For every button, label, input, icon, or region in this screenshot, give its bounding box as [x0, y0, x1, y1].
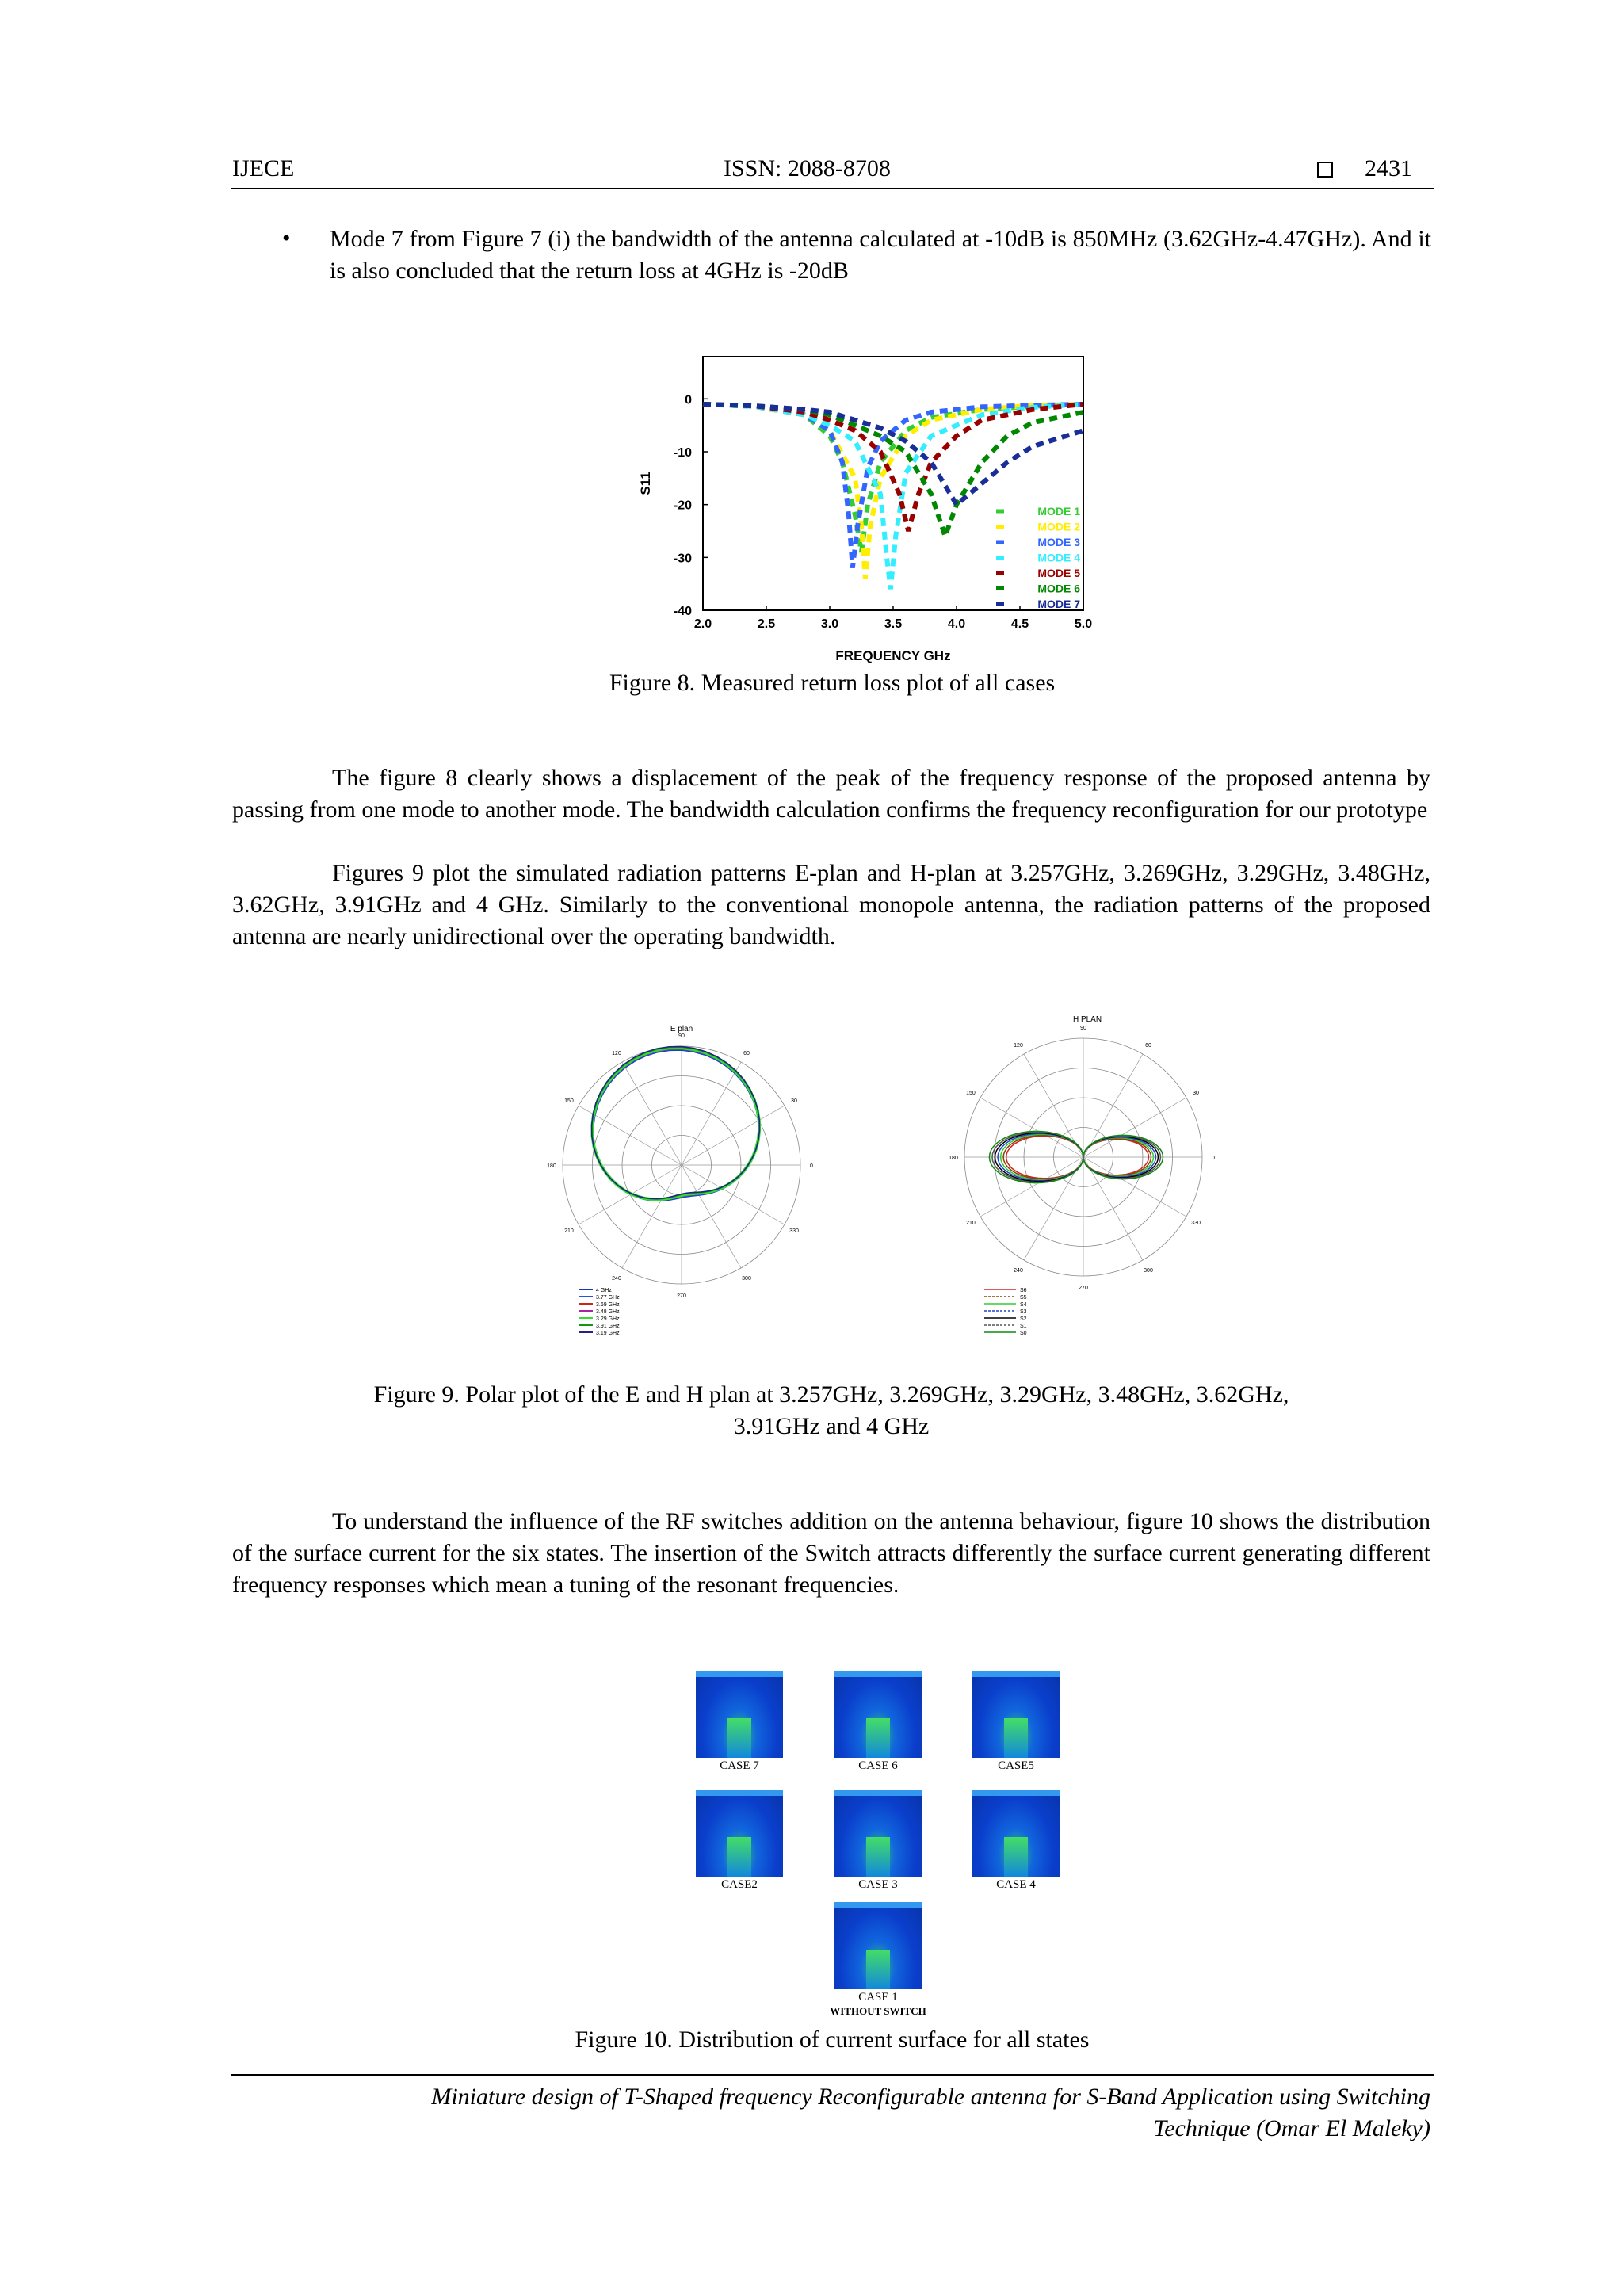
polar-spoke: [1083, 1098, 1186, 1157]
journal-name: IJECE: [232, 155, 295, 181]
e-legend-label: 3.69 GHz: [596, 1302, 620, 1308]
polar-angle-label: 330: [789, 1228, 799, 1234]
page-number: 2431: [1365, 155, 1412, 181]
figure9-caption-line2: 3.91GHz and 4 GHz: [733, 1413, 930, 1439]
bullet-text: Mode 7 from Figure 7 (i) the bandwidth of the antenna calculated at -10dB is 850MHz (3.62GHz-4.47GHz). And it is also concluded that the return loss at 4GHz is -20dB: [330, 226, 1431, 284]
case-label: CASE 7: [720, 1759, 759, 1772]
paragraph-3: To understand the influence of the RF switches addition on the antenna behaviour, figure 10 shows the distribution of the surface current for the six states. The insertion of the Switch attracts differently the surface current generating different frequency responses which mean a tuning of the resonant frequencies.: [232, 1508, 1430, 1598]
polar-angle-label: 210: [966, 1221, 976, 1226]
polar-angle-label: 90: [1080, 1026, 1086, 1031]
return-loss-chart: [618, 349, 1109, 670]
e-legend-label: 4 GHz: [596, 1288, 612, 1293]
x-tick-label: 4.5: [1010, 617, 1029, 631]
footer-rule: [231, 2074, 1434, 2076]
y-tick-label: -30: [673, 552, 692, 566]
polar-spoke: [622, 1062, 682, 1165]
polar-angle-label: 90: [678, 1033, 685, 1039]
h-legend-label: S2: [1020, 1316, 1027, 1322]
polar-angle-label: 120: [1014, 1042, 1023, 1049]
polar-angle-label: 300: [1144, 1268, 1153, 1274]
polar-angle-label: 150: [564, 1098, 574, 1104]
e-legend-label: 3.19 GHz: [596, 1331, 620, 1336]
current-plot-case4: [972, 1790, 1060, 1877]
case-label: CASE 6: [858, 1759, 898, 1772]
h-legend-label: S0: [1020, 1331, 1027, 1336]
polar-angle-label: 300: [742, 1276, 751, 1282]
polar-angle-label: 30: [1193, 1091, 1199, 1096]
page-number-box: [1317, 155, 1412, 182]
polar-spoke: [682, 1106, 785, 1165]
case-label: CASE 3: [858, 1878, 898, 1891]
e-legend-label: 3.91 GHz: [596, 1324, 620, 1329]
polar-angle-label: 240: [1014, 1268, 1023, 1274]
current-plot-case7: [696, 1671, 783, 1758]
footer-line1: Miniature design of T-Shaped frequency Reconfigurable antenna for S-Band Application using Switching: [431, 2084, 1430, 2110]
polar-angle-label: 180: [949, 1156, 958, 1161]
legend-label: MODE 3: [1037, 536, 1080, 548]
x-axis-label: FREQUENCY GHz: [835, 648, 951, 663]
e-plan-pattern: [592, 1047, 760, 1199]
x-tick-label: 3.0: [820, 617, 839, 631]
h-legend-label: S4: [1020, 1302, 1027, 1308]
polar-angle-label: 330: [1191, 1221, 1201, 1226]
polar-spoke: [682, 1062, 741, 1165]
x-tick-label: 2.5: [757, 617, 776, 631]
h-legend-label: S1: [1020, 1324, 1027, 1329]
figure9-caption-line1: Figure 9. Polar plot of the E and H plan at 3.257GHz, 3.269GHz, 3.29GHz, 3.48GHz, 3.62GHz,: [373, 1381, 1289, 1408]
legend-label: MODE 1: [1037, 505, 1080, 518]
polar-angle-label: 240: [612, 1276, 621, 1282]
paragraph-2: Figures 9 plot the simulated radiation patterns E-plan and H-plan at 3.257GHz, 3.269GHz, 3.29GHz, 3.48GHz, 3.62GHz, 3.91GHz and 4 GHz. Similarly to the conventional monopole antenna, the radiation patterns of the proposed antenna are nearly unidirectional over the operating bandwidth.: [232, 860, 1430, 949]
polar-angle-label: 270: [1079, 1286, 1088, 1291]
polar-angle-label: 0: [1212, 1156, 1215, 1161]
polar-angle-label: 60: [743, 1050, 750, 1056]
e-legend-label: 3.29 GHz: [596, 1316, 620, 1322]
legend-label: MODE 2: [1037, 520, 1080, 533]
e-legend-label: 3.77 GHz: [596, 1295, 620, 1301]
h-plan-title: H PLAN: [1072, 1015, 1102, 1024]
polar-spoke: [1083, 1157, 1186, 1217]
polar-angle-label: 210: [564, 1228, 574, 1234]
issn: ISSN: 2088-8708: [724, 155, 891, 181]
e-legend-label: 3.48 GHz: [596, 1309, 620, 1315]
polar-angle-label: 0: [810, 1163, 813, 1169]
y-axis-label: S11: [638, 472, 653, 495]
current-plot-case5: [972, 1671, 1060, 1758]
case-label: CASE 1: [858, 1991, 898, 2004]
current-plot-case6: [834, 1671, 922, 1758]
x-tick-label: 5.0: [1074, 617, 1093, 631]
paragraph-1: The figure 8 clearly shows a displacement of the peak of the frequency response of the proposed antenna by passing from one mode to another mode. The bandwidth calculation confirms the frequency reconfiguration for our prototype: [232, 765, 1430, 823]
current-plot-case2: [696, 1790, 783, 1877]
polar-angle-label: 150: [966, 1091, 976, 1096]
case-label: CASE 4: [996, 1878, 1036, 1891]
polar-spoke: [622, 1165, 682, 1268]
square-icon: [1317, 162, 1333, 178]
footer-line2: Technique (Omar El Maleky): [1153, 2115, 1430, 2141]
h-legend-label: S5: [1020, 1295, 1027, 1301]
polar-angle-label: 270: [677, 1293, 686, 1299]
x-tick-label: 2.0: [693, 617, 712, 631]
x-tick-label: 3.5: [884, 617, 903, 631]
bullet-icon: •: [282, 225, 291, 251]
y-tick-label: -40: [673, 605, 692, 618]
current-plot-case1: [834, 1902, 922, 1989]
e-plan-title: E plan: [670, 1025, 693, 1033]
case1-subtitle: WITHOUT SWITCH: [830, 2005, 926, 2017]
case-label: CASE2: [721, 1878, 758, 1891]
polar-angle-label: 60: [1145, 1042, 1151, 1049]
current-distribution-figure: [689, 1664, 1070, 2017]
y-tick-label: 0: [685, 393, 692, 407]
h-plan-polar-plot: [949, 1010, 1215, 1343]
legend-label: MODE 5: [1037, 567, 1080, 579]
current-plot-case3: [834, 1790, 922, 1877]
legend-label: MODE 6: [1037, 582, 1080, 595]
polar-angle-label: 30: [791, 1098, 797, 1104]
legend-label: MODE 4: [1037, 551, 1080, 564]
e-plan-polar-plot: [547, 1010, 813, 1343]
h-legend-label: S6: [1020, 1288, 1027, 1293]
y-tick-label: -10: [673, 446, 692, 460]
case-label: CASE5: [998, 1759, 1034, 1772]
h-legend-label: S3: [1020, 1309, 1027, 1315]
figure10-caption: Figure 10. Distribution of current surface for all states: [575, 2027, 1090, 2053]
y-tick-label: -20: [673, 499, 692, 513]
legend-label: MODE 7: [1037, 598, 1080, 610]
x-tick-label: 4.0: [947, 617, 966, 631]
header-rule: [231, 188, 1434, 189]
polar-angle-label: 120: [612, 1050, 621, 1056]
figure8-caption: Figure 8. Measured return loss plot of all cases: [609, 670, 1056, 696]
polar-angle-label: 180: [547, 1163, 556, 1169]
